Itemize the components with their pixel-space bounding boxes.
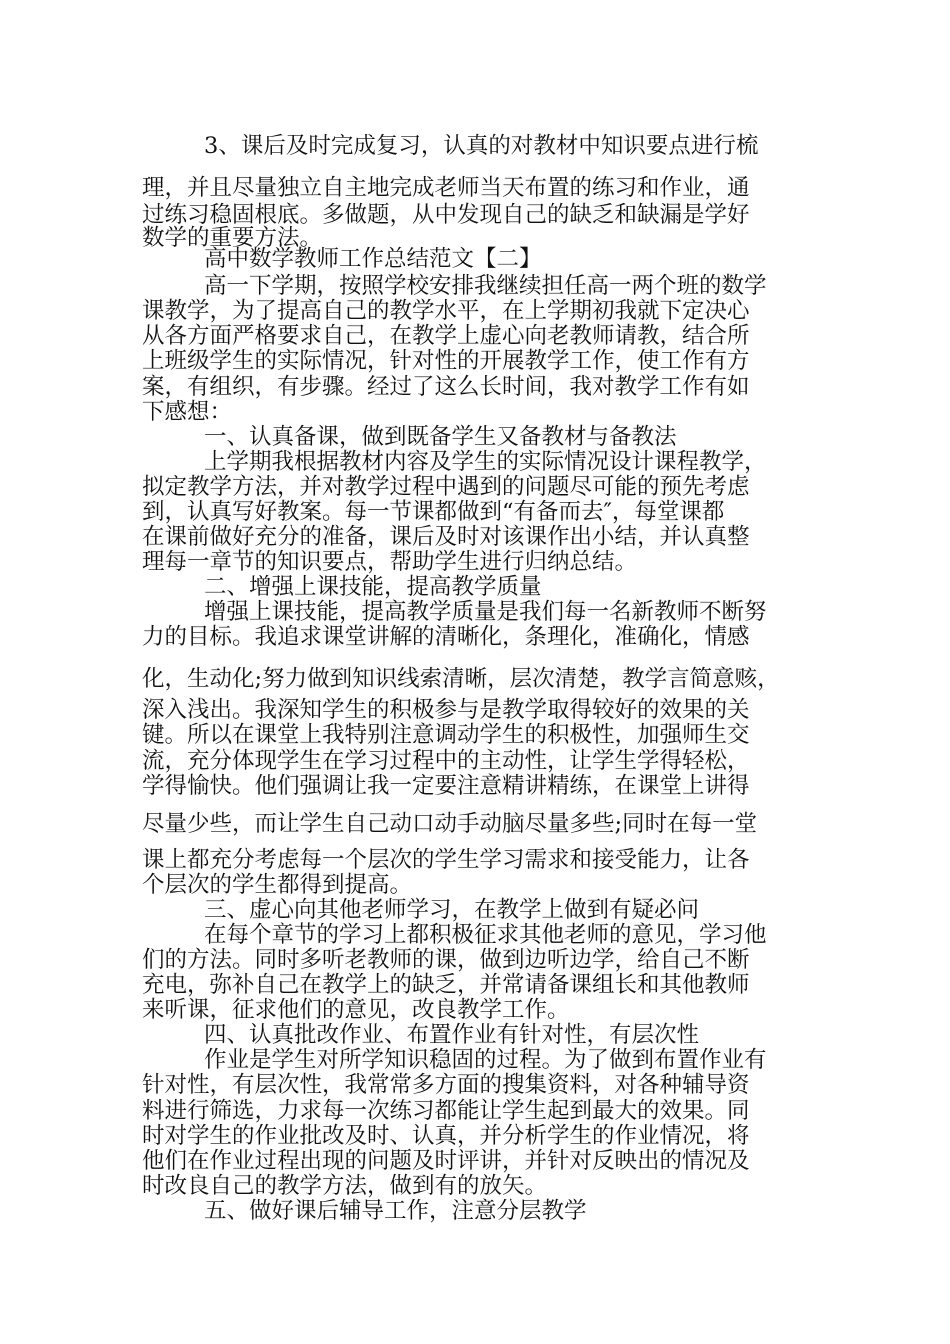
paragraph-line: 学得愉快。他们强调让我一定要注意精讲精练，在课堂上讲得 [142, 773, 750, 799]
paragraph-line: 料进行筛选，力求每一次练习都能让学生起到最大的效果。同 [142, 1098, 750, 1124]
paragraph-line: 他们在作业过程出现的问题及时评讲，并针对反映出的情况及 [142, 1148, 750, 1174]
paragraph-line: 针对性，有层次性，我常常多方面的搜集资料，对各种辅导资 [142, 1072, 750, 1098]
section-title: 高中数学教师工作总结范文【二】 [204, 246, 542, 272]
paragraph-line: 拟定教学方法，并对教学过程中遇到的问题尽可能的预先考虑 [142, 474, 750, 500]
paragraph-line: 来听课，征求他们的意见，改良教学工作。 [142, 997, 570, 1023]
paragraph-line: 理，并且尽量独立自主地完成老师当天布置的练习和作业，通 [142, 175, 750, 201]
section-heading: 二、增强上课技能，提高教学质量 [204, 574, 542, 600]
paragraph-line: 时改良自己的教学方法，做到有的放矢。 [142, 1173, 548, 1199]
section-heading: 四、认真批改作业、布置作业有针对性，有层次性 [204, 1022, 700, 1048]
paragraph-line: 上班级学生的实际情况，针对性的开展教学工作，使工作有方 [142, 348, 750, 374]
paragraph-line: 流，充分体现学生在学习过程中的主动性，让学生学得轻松， [142, 748, 750, 774]
paragraph-line: 下感想： [142, 399, 233, 425]
paragraph-line: 作业是学生对所学知识稳固的过程。为了做到布置作业有 [204, 1047, 767, 1073]
paragraph-line: 3、课后及时完成复习，认真的对教材中知识要点进行梳 [204, 133, 759, 159]
paragraph-line: 过练习稳固根底。多做题，从中发现自己的缺乏和缺漏是学好 [142, 202, 750, 228]
paragraph-line: 上学期我根据教材内容及学生的实际情况设计课程教学， [204, 449, 767, 475]
paragraph-line: 个层次的学生都得到提高。 [142, 872, 413, 898]
paragraph-line: 在每个章节的学习上都积极征求其他老师的意见，学习他 [204, 922, 767, 948]
paragraph-line: 增强上课技能，提高教学质量是我们每一名新教师不断努 [204, 599, 767, 625]
paragraph-line: 数学的重要方法。 [142, 225, 323, 251]
paragraph-line: 尽量少些，而让学生自己动口动手动脑尽量多些;同时在每一堂 [142, 811, 758, 837]
paragraph-line: 充电，弥补自己在教学上的缺乏，并常请备课组长和其他教师 [142, 972, 750, 998]
paragraph-line: 到，认真写好教案。每一节课都做到“有备而去″，每堂课都 [142, 499, 725, 525]
paragraph-line: 化，生动化;努力做到知识线索清晰，层次清楚，教学言简意赅， [142, 666, 780, 692]
paragraph-line: 深入浅出。我深知学生的积极参与是教学取得较好的效果的关 [142, 697, 750, 723]
paragraph-line: 案，有组织，有步骤。经过了这么长时间，我对教学工作有如 [142, 374, 750, 400]
paragraph-line: 理每一章节的知识要点，帮助学生进行归纳总结。 [142, 549, 638, 575]
section-heading: 一、认真备课，做到既备学生又备教材与备教法 [204, 424, 677, 450]
paragraph-line: 键。所以在课堂上我特别注意调动学生的积极性，加强师生交 [142, 722, 750, 748]
paragraph-line: 在课前做好充分的准备，课后及时对该课作出小结，并认真整 [142, 524, 750, 550]
section-heading: 五、做好课后辅导工作，注意分层教学 [204, 1198, 587, 1224]
paragraph-line: 时对学生的作业批改及时、认真，并分析学生的作业情况，将 [142, 1123, 750, 1149]
paragraph-line: 力的目标。我追求课堂讲解的清晰化，条理化，准确化，情感 [142, 624, 750, 650]
paragraph-line: 们的方法。同时多听老教师的课，做到边听边学，给自己不断 [142, 947, 750, 973]
paragraph-line: 高一下学期，按照学校安排我继续担任高一两个班的数学 [204, 273, 767, 299]
paragraph-line: 从各方面严格要求自己，在教学上虚心向老教师请教，结合所 [142, 323, 750, 349]
paragraph-line: 课上都充分考虑每一个层次的学生学习需求和接受能力，让各 [142, 847, 750, 873]
section-heading: 三、虚心向其他老师学习，在教学上做到有疑必问 [204, 897, 700, 923]
paragraph-line: 课教学，为了提高自己的教学水平，在上学期初我就下定决心 [142, 298, 750, 324]
